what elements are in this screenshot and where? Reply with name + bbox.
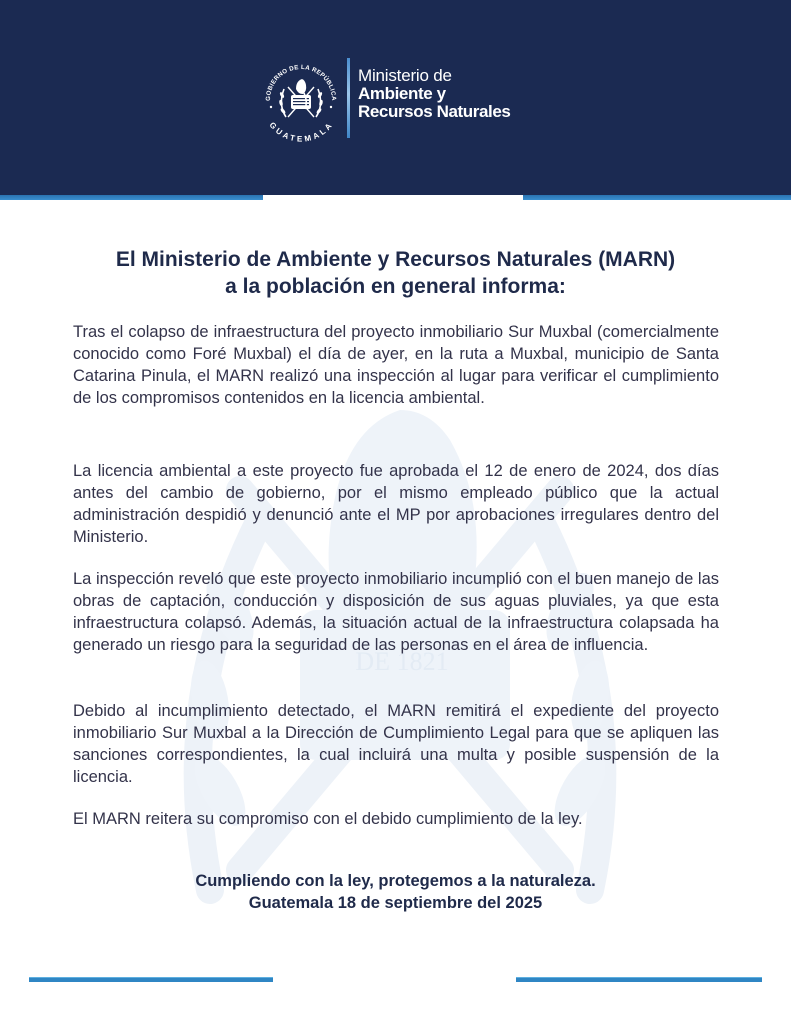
guatemala-coat-of-arms-seal-icon: [258, 57, 344, 143]
title-line-2: a la población en general informa:: [225, 275, 566, 298]
logo-line-ambiente: Ambiente y: [358, 84, 446, 103]
logo-divider: [347, 58, 350, 138]
footer-line-right: [516, 977, 762, 982]
closing-block: [60, 870, 731, 914]
seal-top-text: GOBIERNO DE LA REPÚBLICA: [264, 63, 338, 102]
header-accent-stripe-left: [0, 195, 263, 200]
svg-text:GUATEMALA: [267, 120, 334, 143]
paragraph-1: Tras el colapso de infraestructura del proyecto inmobiliario Sur Muxbal (comercialmente conocido como Foré Muxbal) el día de ayer, en la ruta a Muxbal, municipio de Santa Catarina Pinula, el MARN realizó una inspección al lugar para verificar el cumplimiento de los compromisos contenidos en la licencia ambiental.: [73, 323, 719, 407]
title-line-1: El Ministerio de Ambiente y Recursos Naturales (MARN): [115, 248, 676, 271]
closing-date: Guatemala 18 de septiembre del 2025: [248, 894, 543, 912]
seal-bottom-text: GUATEMALA: [267, 120, 335, 143]
logo-line-ministerio: Ministerio de: [358, 66, 452, 85]
ministry-logo-text: [358, 66, 510, 121]
paragraph-2: La licencia ambiental a este proyecto fue aprobada el 12 de enero de 2024, dos días antes del cambio de gobierno, por el mismo empleado público que la actual administración despidió y denunció ante el MP por aprobaciones irregulares dentro del Ministerio.: [73, 462, 719, 546]
logo-line-recursos: Recursos Naturales: [358, 102, 511, 121]
footer-line-left: [29, 977, 273, 982]
header-accent-stripe-right: [523, 195, 791, 200]
paragraph-5: El MARN reitera su compromiso con el debido cumplimiento de la ley.: [73, 810, 583, 828]
paragraph-4: Debido al incumplimiento detectado, el MARN remitirá el expediente del proyecto inmobiliario Sur Muxbal a la Dirección de Cumplimiento Legal para que se apliquen las sanciones correspondientes, la cual incluirá una multa y posible suspensión de la licencia.: [73, 702, 719, 786]
paragraph-3: La inspección reveló que este proyecto inmobiliario incumplió con el buen manejo de las obras de captación, conducción y disposición de sus aguas pluviales, ya que esta infraestructura colapsó. Además, la situación actual de la infraestructura colapsada ha generado un riesgo para la seguridad de las personas en el área de influencia.: [73, 570, 719, 654]
watermark-text: DE 1821: [355, 647, 449, 676]
closing-slogan: Cumpliendo con la ley, protegemos a la naturaleza.: [195, 872, 596, 890]
page-title: [60, 246, 731, 300]
